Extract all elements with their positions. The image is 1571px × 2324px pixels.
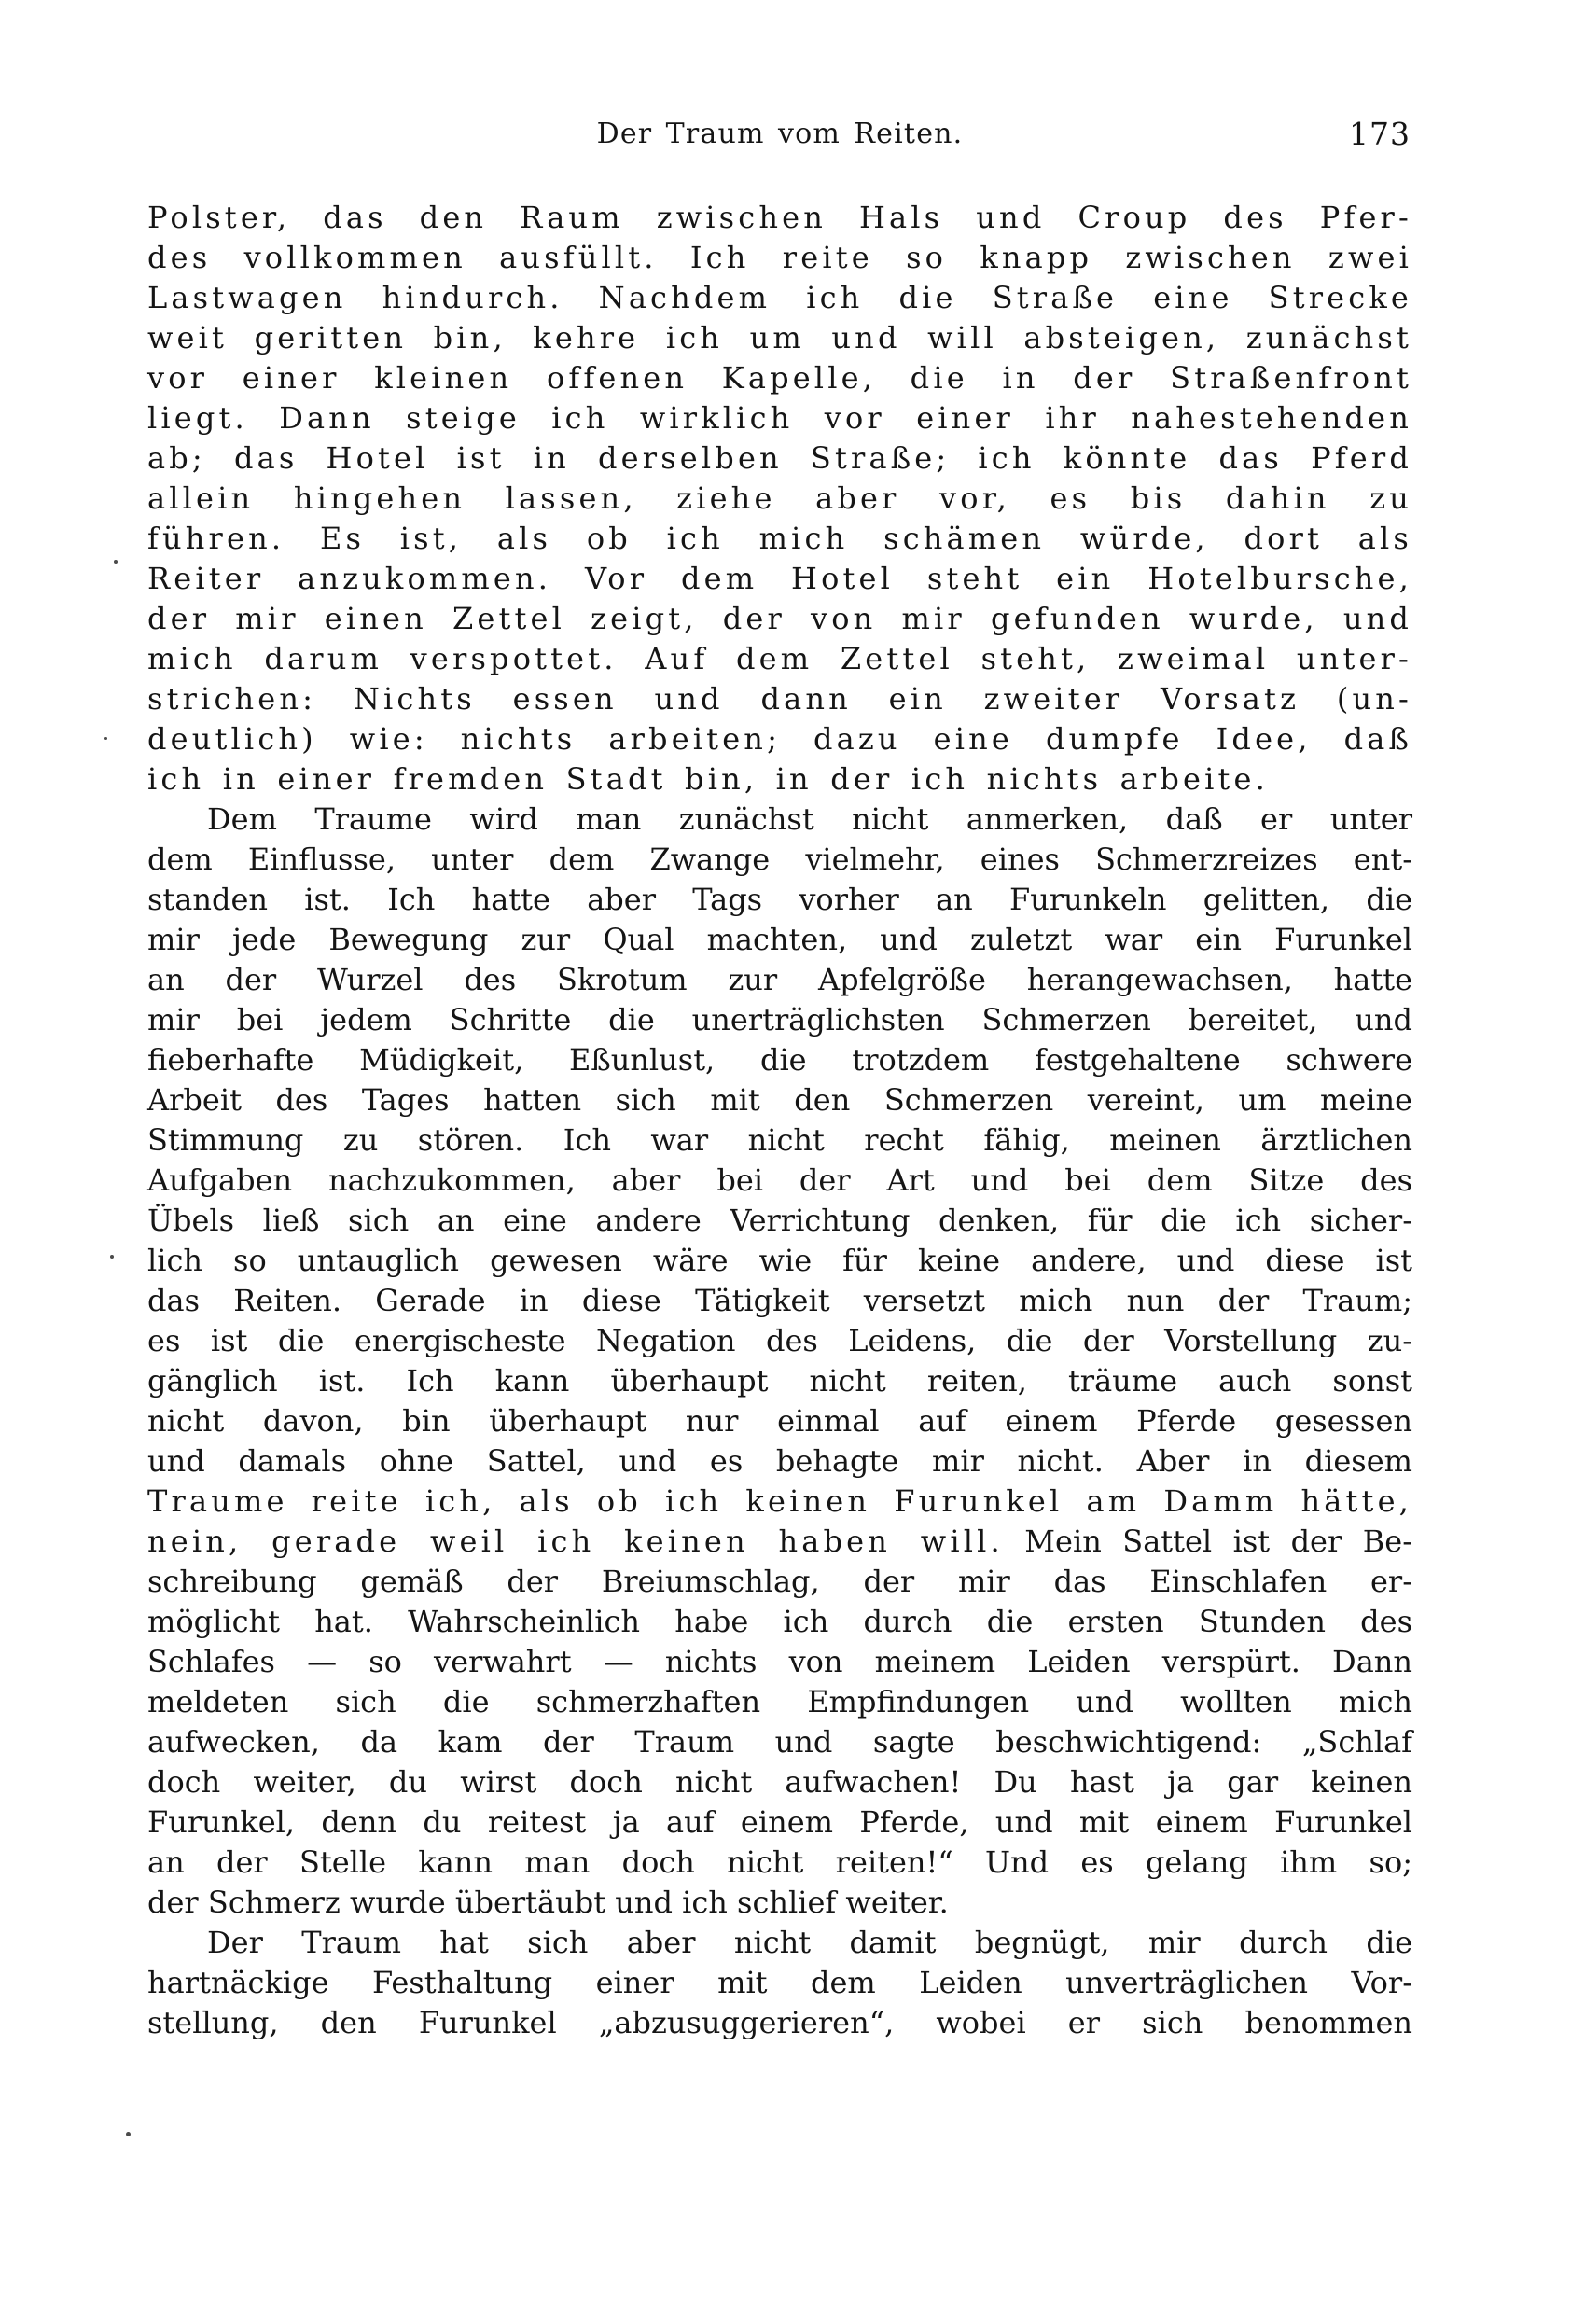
text-line bbox=[147, 2003, 1412, 2043]
text-segment: standen ist. Ich hatte aber Tags vorher an Furunkeln gelitten, die bbox=[147, 882, 1412, 917]
text-segment: doch weiter, du wirst doch nicht aufwachen! Du hast ja gar keinen bbox=[147, 1764, 1412, 1800]
scan-speck bbox=[126, 2132, 131, 2136]
text-line bbox=[147, 599, 1412, 639]
text-segment: stellung, den Furunkel „abzusuggerieren“, wobei er sich benommen bbox=[147, 2005, 1412, 2040]
text-segment: Polster, das den Raum zwischen Hals und Croup des Pfer- bbox=[147, 200, 1412, 235]
text-segment: Arbeit des Tages hatten sich mit den Schmerzen vereint, um meine bbox=[147, 1082, 1412, 1118]
text-line bbox=[147, 639, 1412, 679]
text-block bbox=[147, 198, 1412, 2043]
text-line bbox=[147, 1522, 1412, 1562]
text-line bbox=[147, 1682, 1412, 1722]
text-column bbox=[147, 114, 1412, 2043]
text-line bbox=[147, 1361, 1412, 1401]
scan-speck bbox=[114, 560, 118, 564]
page-number: 173 bbox=[1349, 116, 1411, 152]
text-line bbox=[147, 358, 1412, 398]
text-line bbox=[147, 800, 1412, 840]
text-line bbox=[147, 920, 1412, 960]
text-line bbox=[147, 679, 1412, 719]
text-line bbox=[147, 840, 1412, 880]
text-segment: Schlafes — so verwahrt — nichts von meinem Leiden verspürt. Dann bbox=[147, 1644, 1412, 1679]
text-segment: an der Stelle kann man doch nicht reiten!“ Und es gelang ihm so; bbox=[147, 1844, 1412, 1880]
text-segment: aufwecken, da kam der Traum und sagte beschwichtigend: „Schlaf bbox=[147, 1724, 1412, 1760]
text-line bbox=[147, 238, 1412, 278]
text-line bbox=[147, 278, 1412, 318]
text-line bbox=[147, 759, 1412, 800]
text-line bbox=[147, 1201, 1412, 1241]
text-line bbox=[147, 198, 1412, 238]
running-header bbox=[147, 114, 1412, 155]
text-segment: ab; das Hotel ist in derselben Straße; ich könnte das Pferd bbox=[147, 440, 1412, 476]
text-line bbox=[147, 1762, 1412, 1802]
text-line bbox=[147, 1482, 1412, 1522]
text-segment: der mir einen Zettel zeigt, der von mir gefunden wurde, und bbox=[147, 601, 1412, 636]
text-segment: Traume reite ich, als ob ich keinen Furunkel am Damm hätte, bbox=[147, 1483, 1412, 1519]
text-line bbox=[147, 1241, 1412, 1281]
text-line bbox=[147, 1843, 1412, 1883]
text-segment: möglicht hat. Wahrscheinlich habe ich durch die ersten Stunden des bbox=[147, 1604, 1412, 1639]
text-segment: und damals ohne Sattel, und es behagte mir nicht. Aber in diesem bbox=[147, 1443, 1412, 1479]
dream-report-paragraph bbox=[147, 198, 1412, 800]
text-line bbox=[147, 1562, 1412, 1602]
text-line bbox=[147, 1802, 1412, 1843]
text-line bbox=[147, 1080, 1412, 1120]
text-line bbox=[147, 1602, 1412, 1642]
text-segment: weit geritten bin, kehre ich um und will absteigen, zunächst bbox=[147, 320, 1412, 355]
text-segment: es ist die energischeste Negation des Leidens, die der Vorstellung zu- bbox=[147, 1323, 1412, 1358]
text-segment: deutlich) wie: nichts arbeiten; dazu eine dumpfe Idee, daß bbox=[147, 721, 1412, 757]
text-line bbox=[147, 1401, 1412, 1441]
text-segment: Mein Sattel ist der Be- bbox=[1003, 1524, 1413, 1559]
text-segment: strichen: Nichts essen und dann ein zweiter Vorsatz (un- bbox=[147, 681, 1412, 717]
running-title: Der Traum vom Reiten. bbox=[596, 118, 964, 150]
text-line bbox=[147, 1000, 1412, 1040]
text-line bbox=[147, 1923, 1412, 1963]
text-segment: fieberhafte Müdigkeit, Eßunlust, die trotzdem festgehaltene schwere bbox=[147, 1042, 1412, 1078]
text-segment: an der Wurzel des Skrotum zur Apfelgröße herangewachsen, hatte bbox=[147, 962, 1412, 997]
text-segment: dem Einflusse, unter dem Zwange vielmehr, eines Schmerzreizes ent- bbox=[147, 842, 1412, 877]
text-segment: der Schmerz wurde übertäubt und ich schlief weiter. bbox=[147, 1885, 949, 1920]
text-segment: Dem Traume wird man zunächst nicht anmerken, daß er unter bbox=[207, 801, 1412, 837]
text-segment: mir jede Bewegung zur Qual machten, und zuletzt war ein Furunkel bbox=[147, 922, 1412, 957]
text-segment: meldeten sich die schmerzhaften Empfindungen und wollten mich bbox=[147, 1684, 1412, 1719]
text-segment: lich so untauglich gewesen wäre wie für keine andere, und diese ist bbox=[147, 1243, 1412, 1278]
text-segment: allein hingehen lassen, ziehe aber vor, es bis dahin zu bbox=[147, 480, 1412, 516]
text-segment: das Reiten. Gerade in diese Tätigkeit versetzt mich nun der Traum; bbox=[147, 1283, 1412, 1318]
text-segment: hartnäckige Festhaltung einer mit dem Leiden unverträglichen Vor- bbox=[147, 1965, 1412, 2000]
scan-speck bbox=[104, 737, 107, 740]
text-line bbox=[147, 1883, 1412, 1923]
text-line bbox=[147, 559, 1412, 599]
text-line bbox=[147, 318, 1412, 358]
text-line bbox=[147, 1441, 1412, 1482]
text-segment: Übels ließ sich an eine andere Verrichtung denken, für die ich sicher- bbox=[147, 1203, 1412, 1238]
text-segment: Furunkel, denn du reitest ja auf einem Pferde, und mit einem Furunkel bbox=[147, 1804, 1412, 1840]
text-segment: schreibung gemäß der Breiumschlag, der mir das Einschlafen er- bbox=[147, 1564, 1412, 1599]
text-line bbox=[147, 1281, 1412, 1321]
text-segment: nein, gerade weil ich keinen haben will. bbox=[147, 1524, 1004, 1559]
text-line bbox=[147, 1321, 1412, 1361]
text-line bbox=[147, 479, 1412, 519]
text-line bbox=[147, 1040, 1412, 1080]
text-segment: vor einer kleinen offenen Kapelle, die in der Straßenfront bbox=[147, 360, 1412, 396]
text-segment: Reiter anzukommen. Vor dem Hotel steht ein Hotelbursche, bbox=[147, 561, 1412, 596]
text-segment: Stimmung zu stören. Ich war nicht recht fähig, meinen ärztlichen bbox=[147, 1122, 1412, 1158]
text-line bbox=[147, 1161, 1412, 1201]
text-segment: Aufgaben nachzukommen, aber bei der Art und bei dem Sitze des bbox=[147, 1162, 1412, 1198]
text-segment: liegt. Dann steige ich wirklich vor einer ihr nahestehenden bbox=[147, 400, 1412, 436]
text-line bbox=[147, 519, 1412, 559]
analysis-paragraph bbox=[147, 800, 1412, 1923]
text-line bbox=[147, 438, 1412, 479]
text-line bbox=[147, 1642, 1412, 1682]
text-segment: nicht davon, bin überhaupt nur einmal auf einem Pferde gesessen bbox=[147, 1403, 1412, 1439]
text-segment: ich in einer fremden Stadt bin, in der ich nichts arbeite. bbox=[147, 761, 1269, 797]
text-segment: Der Traum hat sich aber nicht damit begnügt, mir durch die bbox=[207, 1925, 1412, 1960]
text-segment: mich darum verspottet. Auf dem Zettel steht, zweimal unter- bbox=[147, 641, 1412, 676]
scan-speck bbox=[110, 1255, 114, 1259]
text-line bbox=[147, 1722, 1412, 1762]
text-line bbox=[147, 1120, 1412, 1161]
text-line bbox=[147, 1963, 1412, 2003]
closing-paragraph bbox=[147, 1923, 1412, 2043]
text-segment: Lastwagen hindurch. Nachdem ich die Straße eine Strecke bbox=[147, 280, 1412, 315]
text-segment: des vollkommen ausfüllt. Ich reite so knapp zwischen zwei bbox=[147, 240, 1412, 275]
text-segment: führen. Es ist, als ob ich mich schämen würde, dort als bbox=[147, 521, 1412, 556]
text-line bbox=[147, 960, 1412, 1000]
text-line bbox=[147, 880, 1412, 920]
text-line bbox=[147, 719, 1412, 759]
text-segment: mir bei jedem Schritte die unerträglichsten Schmerzen bereitet, und bbox=[147, 1002, 1412, 1037]
text-line bbox=[147, 398, 1412, 438]
text-segment: gänglich ist. Ich kann überhaupt nicht reiten, träume auch sonst bbox=[147, 1363, 1412, 1399]
